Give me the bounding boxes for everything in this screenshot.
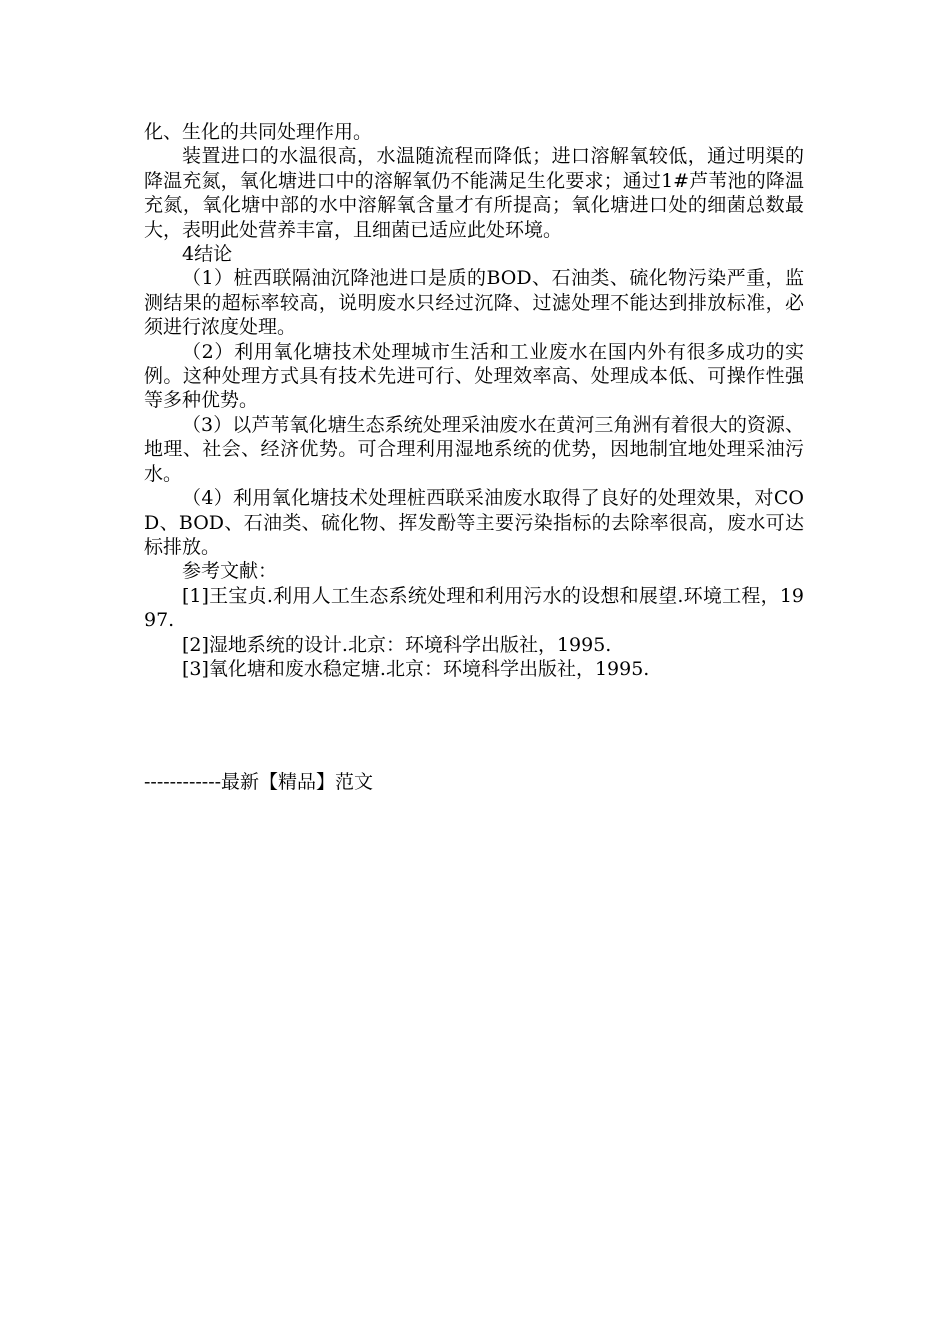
paragraph-continuation: 化、生化的共同处理作用。: [144, 121, 373, 143]
section-heading-conclusion: 4结论: [182, 243, 233, 266]
references-heading: 参考文献：: [182, 560, 278, 583]
paragraph-water-temperature: 装置进口的水温很高，水温随流程而降低；进口溶解氧较低，通过明渠的降温充氮，氧化塘进口中的溶解氧仍不能满足生化要求；通过1#芦苇池的降温充氮，氧化塘中部的水中溶解氧含量才有所提高；氧化塘进口处的细菌总数最大，表明此处营养丰富，且细菌已适应此处环境。: [144, 145, 804, 241]
reference-item-2: [2]湿地系统的设计.北京：环境科学出版社，1995.: [182, 633, 612, 656]
conclusion-item-1: （1）桩西联隔油沉降池进口是质的BOD、石油类、硫化物污染严重，监测结果的超标率较高，说明废水只经过沉降、过滤处理不能达到排放标准，必须进行浓度处理。: [144, 267, 804, 339]
conclusion-item-4: （4）利用氧化塘技术处理桩西联采油废水取得了良好的处理效果，对COD、BOD、石油类、硫化物、挥发酚等主要污染指标的去除率很高，废水可达标排放。: [144, 487, 804, 558]
footer-label: ------------最新【精品】范文: [144, 771, 374, 793]
document-body: [144, 120, 804, 681]
conclusion-item-2: （2）利用氧化塘技术处理城市生活和工业废水在国内外有很多成功的实例。这种处理方式具有技术先进可行、处理效率高、处理成本低、可操作性强等多种优势。: [144, 340, 804, 412]
reference-item-1: [1]王宝贞.利用人工生态系统处理和利用污水的设想和展望.环境工程，1997.: [144, 584, 804, 632]
conclusion-item-3: （3）以芦苇氧化塘生态系统处理采油废水在黄河三角洲有着很大的资源、地理、社会、经济优势。可合理利用湿地系统的优势，因地制宜地处理采油污水。: [144, 413, 804, 485]
reference-item-3: [3]氧化塘和废水稳定塘.北京：环境科学出版社，1995.: [182, 657, 650, 680]
